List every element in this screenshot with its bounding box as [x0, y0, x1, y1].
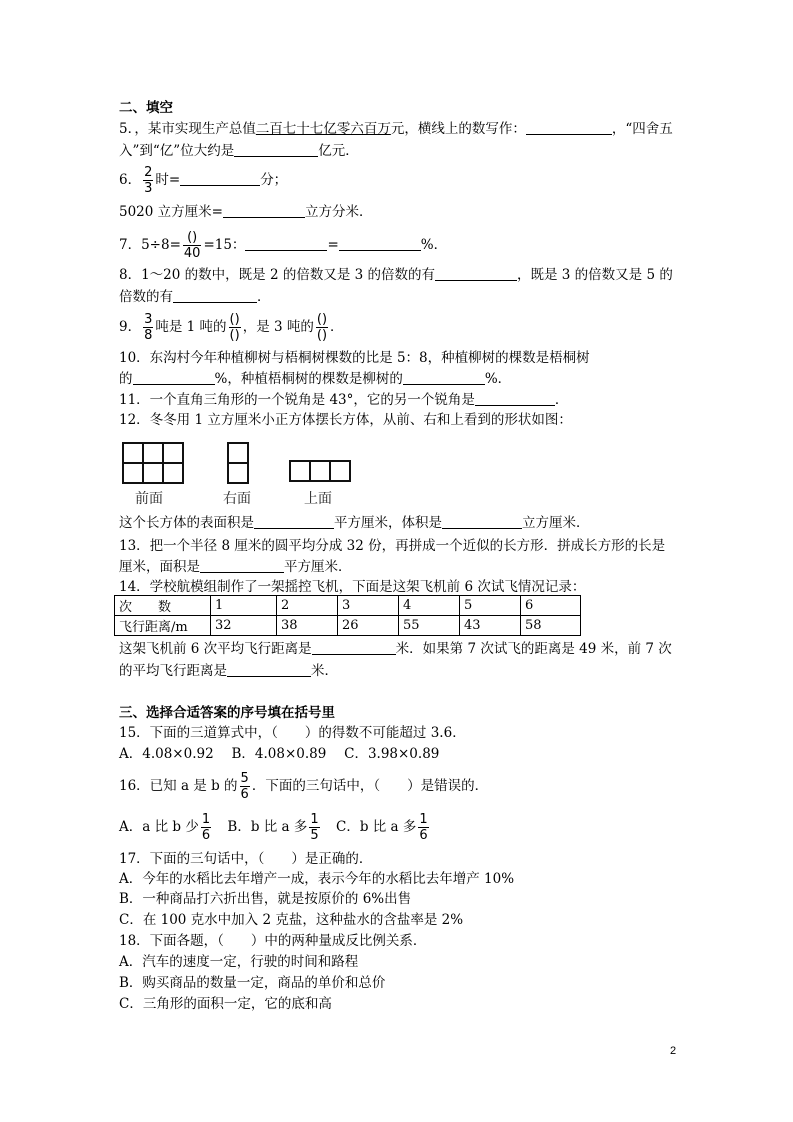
table-cell: 飞行距离/m	[115, 616, 211, 636]
fraction: $\frac{1}{6}$	[419, 812, 428, 843]
question-9: 9． $\frac{3}{8}$ 吨是 1 吨的 $\frac{()}{()}$ ，是 3 吨的 $\frac{()}{()}$ ．	[119, 312, 344, 343]
table-cell: 3	[338, 596, 399, 616]
question-8-line2: 倍数的有 ．	[119, 289, 271, 305]
flight-record-table	[114, 595, 581, 636]
fraction: $\frac{()}{()}$	[229, 312, 240, 343]
question-18: 18．下面各题，（ ）中的两种量成反比例关系．	[119, 933, 427, 949]
answer-blank[interactable]	[339, 236, 421, 251]
table-row	[115, 596, 581, 616]
question-17-option-a: A．今年的水稻比去年增产一成，表示今年的水稻比去年增产 10%	[119, 871, 515, 887]
right-view-grid	[228, 443, 248, 483]
table-cell: 2	[277, 596, 338, 616]
answer-blank[interactable]	[526, 120, 612, 135]
answer-blank[interactable]	[227, 662, 311, 677]
question-18-option-c: C．三角形的面积一定，它的底和高	[119, 996, 332, 1012]
question-18-option-b: B．购买商品的数量一定，商品的单价和总价	[119, 975, 386, 991]
fraction: $\frac{1}{6}$	[201, 812, 211, 843]
question-14-line2: 这架飞机前 6 次平均飞行距离是 米．如果第 7 次试飞的距离是 49 米，前 7 次	[119, 641, 672, 657]
fraction: $\frac{1}{5}$	[310, 812, 319, 843]
table-row	[115, 616, 581, 636]
answer-blank[interactable]	[435, 266, 517, 281]
question-10-line1: 10．东沟村今年种植柳树与梧桐树棵数的比是 5：8，种植柳树的棵数是梧桐树	[119, 350, 590, 366]
question-10-line2: 的 %，种植梧桐树的棵数是柳树的 %．	[119, 371, 512, 387]
question-15-options: A．4.08×0.92 B．4.08×0.89 C．3.98×0.89	[119, 746, 440, 762]
table-cell: 次 数	[115, 596, 211, 616]
answer-blank[interactable]	[254, 514, 334, 529]
table-cell: 38	[277, 616, 338, 636]
question-14-line3: 的平均飞行距离是 米．	[119, 663, 338, 679]
page-number: 2	[670, 1045, 677, 1057]
table-cell: 58	[521, 616, 581, 636]
answer-blank[interactable]	[173, 288, 257, 303]
fraction: $\frac{5}{6}$	[240, 771, 249, 802]
question-12-line1: 12．冬冬用 1 立方厘米小正方体摆长方体，从前、右和上看到的形状如图：	[119, 412, 572, 428]
question-5-line2: 入”到“亿”位大约是 亿元．	[119, 143, 359, 159]
answer-blank[interactable]	[403, 370, 485, 385]
answer-blank[interactable]	[200, 558, 284, 573]
answer-blank[interactable]	[133, 370, 215, 385]
table-cell: 55	[399, 616, 460, 636]
table-cell: 26	[338, 616, 399, 636]
front-view-label: 前面	[135, 491, 163, 507]
table-cell: 4	[399, 596, 460, 616]
answer-blank[interactable]	[312, 640, 396, 655]
question-17-option-c: C．在 100 克水中加入 2 克盐，这种盐水的含盐率是 2%	[119, 912, 464, 928]
top-view-label: 上面	[304, 491, 332, 507]
right-view-label: 右面	[223, 491, 251, 507]
question-11: 11．一个直角三角形的一个锐角是 43°，它的另一个锐角是 ．	[119, 392, 569, 408]
question-13-line1: 13．把一个半径 8 厘米的圆平均分成 32 份，再拼成一个近似的长方形．拼成长方形的长是	[119, 538, 666, 554]
front-view-grid	[123, 443, 183, 483]
question-6-line2: 5020 立方厘米= 立方分米．	[119, 204, 373, 220]
top-view-grid	[290, 461, 350, 481]
question-16: 16．已知 a 是 b 的 $\frac{5}{6}$ ．下面的三句话中，（ ）是错误的．	[119, 771, 489, 802]
answer-blank[interactable]	[180, 171, 260, 186]
answer-blank[interactable]	[245, 236, 327, 251]
answer-blank[interactable]	[234, 142, 318, 157]
table-cell: 6	[521, 596, 581, 616]
answer-blank[interactable]	[442, 514, 522, 529]
question-15: 15．下面的三道算式中，（ ）的得数不可能超过 3.6．	[119, 725, 466, 741]
question-13-line2: 厘米，面积是 平方厘米．	[119, 559, 352, 575]
question-17-option-b: B．一种商品打六折出售，就是按原价的 6%出售	[119, 891, 412, 907]
answer-blank[interactable]	[223, 203, 305, 218]
fraction: $\frac{3}{8}$	[144, 312, 153, 343]
section-heading: 三、选择合适答案的序号填在括号里	[119, 705, 335, 721]
section-heading: 二、填空	[119, 100, 173, 116]
fraction: $\frac{()}{40}$	[183, 230, 201, 261]
question-17: 17．下面的三句话中，（ ）是正确的．	[119, 851, 373, 867]
table-cell: 1	[211, 596, 277, 616]
question-14-line1: 14．学校航模组制作了一架摇控飞机，下面是这架飞机前 6 次试飞情况记录：	[119, 579, 586, 595]
question-18-option-a: A．汽车的速度一定，行驶的时间和路程	[119, 954, 359, 970]
table-cell: 32	[211, 616, 277, 636]
fraction: $\frac{2}{3}$	[144, 165, 153, 196]
question-5-line1: 5．，某市实现生产总值二百七十七亿零六百万元，横线上的数写作： ，“四舍五	[119, 121, 673, 137]
question-6-line1: 6． $\frac{2}{3}$ 时= 分；	[119, 165, 288, 196]
table-cell: 5	[460, 596, 521, 616]
question-8-line1: 8．1～20 的数中，既是 2 的倍数又是 3 的倍数的有 ，既是 3 的倍数又是 5 的	[119, 267, 673, 283]
fraction: $\frac{()}{()}$	[316, 312, 328, 343]
question-12-line2: 这个长方体的表面积是 平方厘米，体积是 立方厘米．	[119, 515, 590, 531]
table-cell: 43	[460, 616, 521, 636]
question-7: 7．5÷8= $\frac{()}{40}$ =15： = %．	[119, 230, 448, 261]
question-16-options: A．a 比 b 少 $\frac{1}{6}$ B．b 比 a 多 $\frac{1}{5}$ C．b 比 a 多 $\frac{1}{6}$	[119, 812, 428, 843]
answer-blank[interactable]	[475, 391, 555, 406]
